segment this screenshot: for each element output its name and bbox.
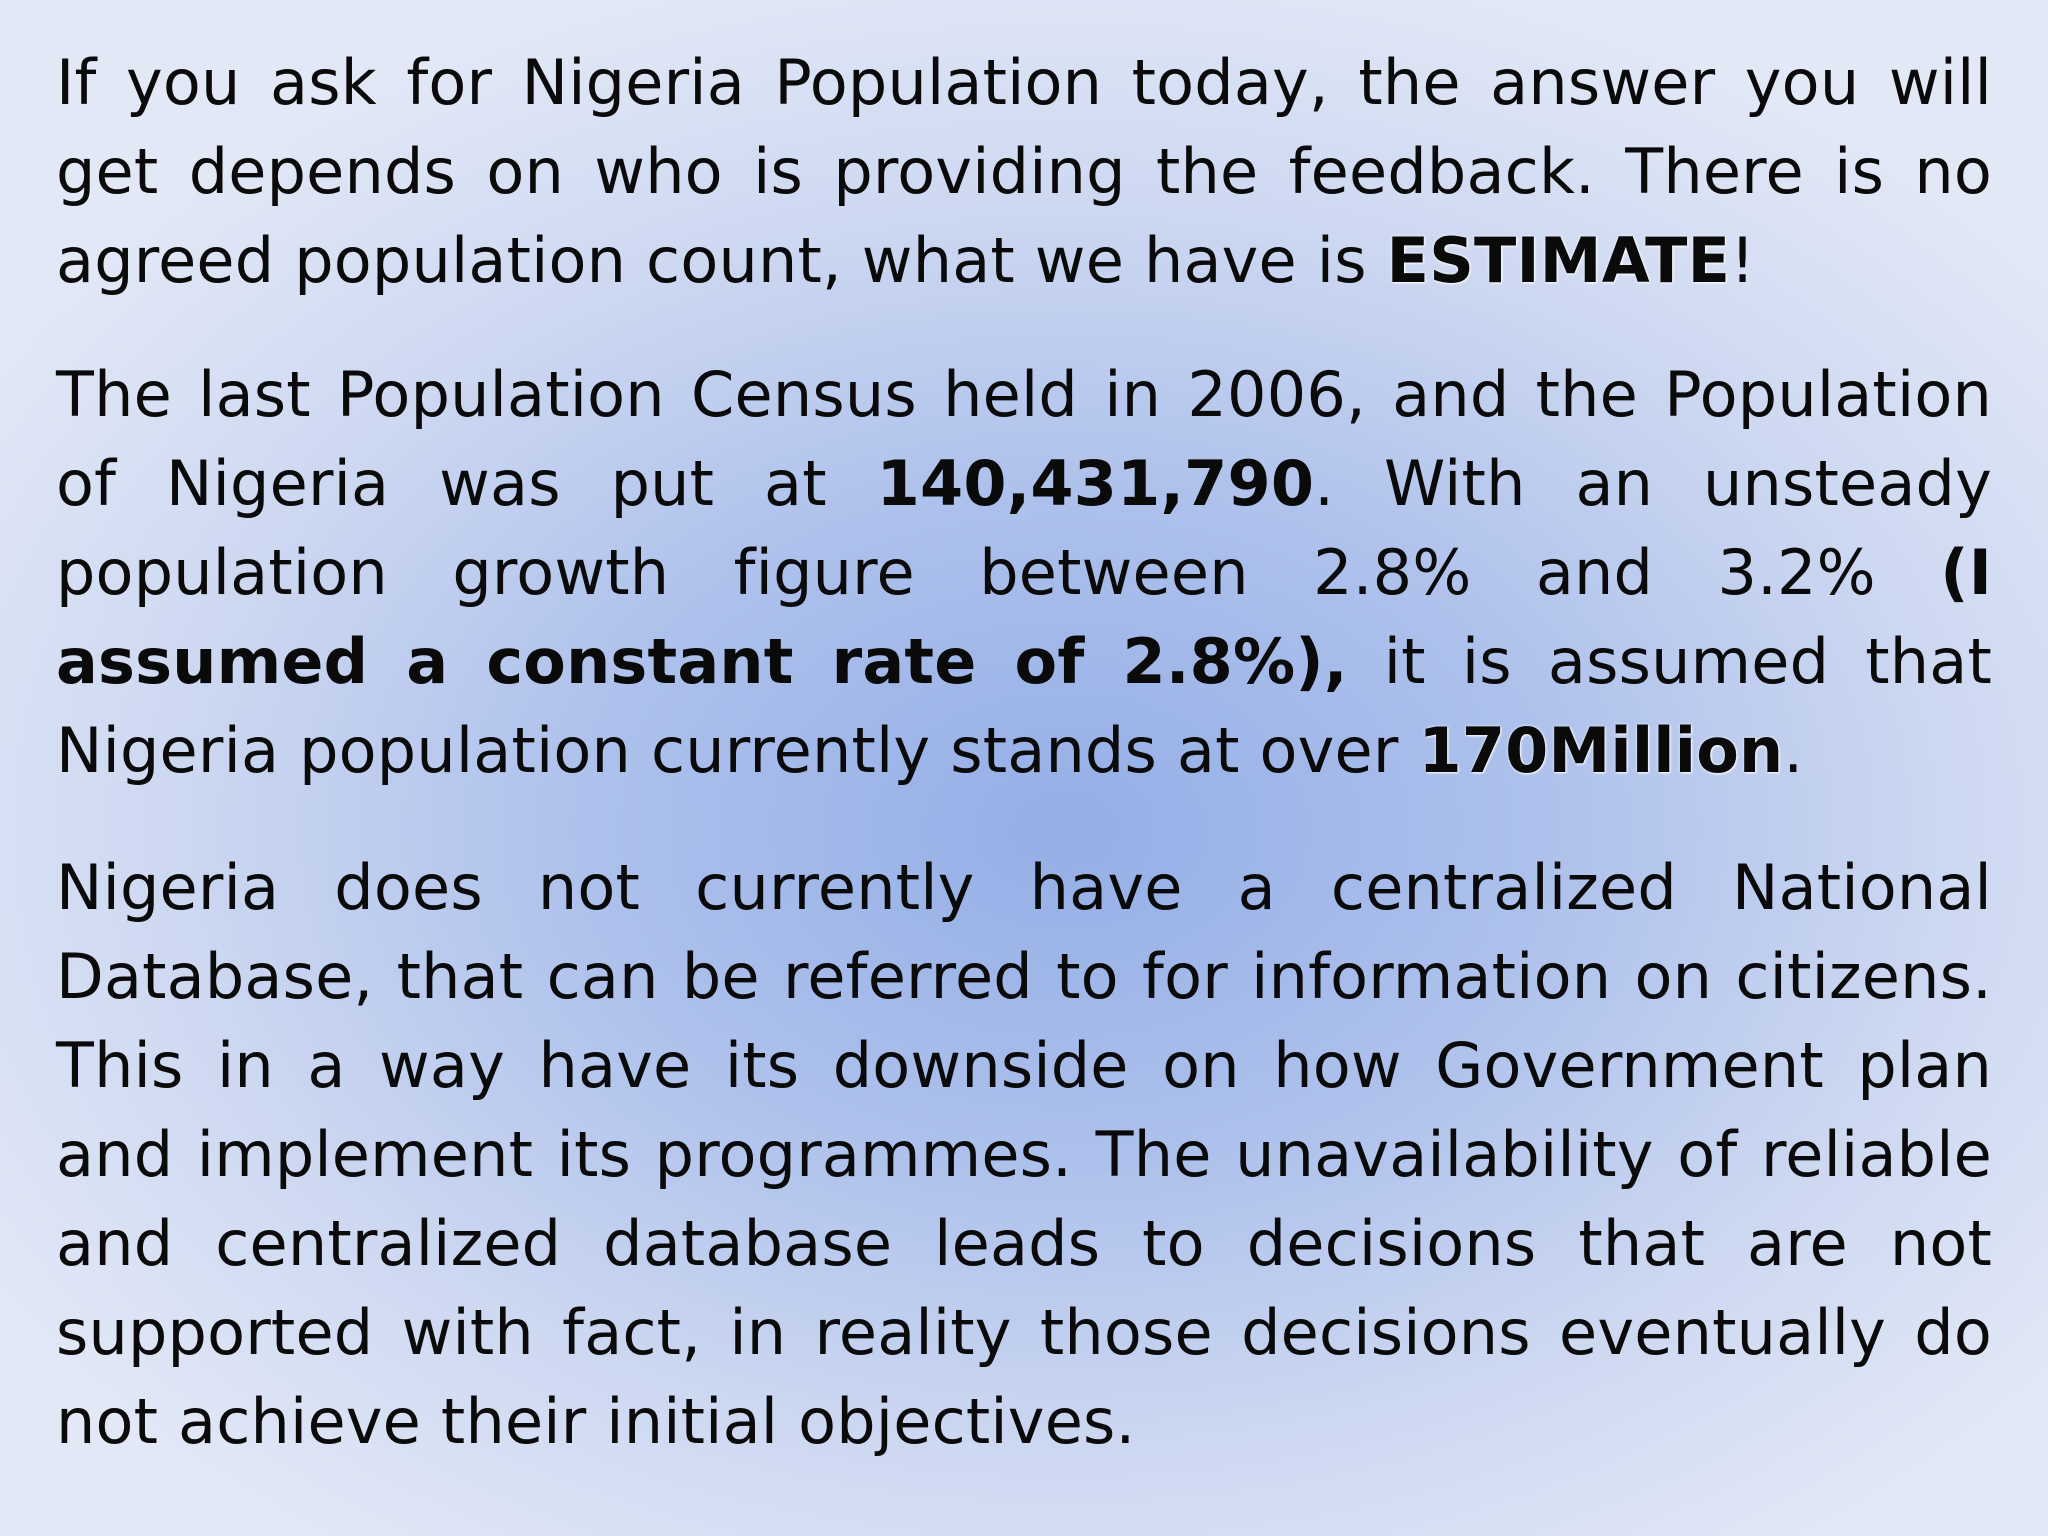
- census-text-3: it is assumed that Nigeria population currently stands at over: [56, 625, 1992, 787]
- database-text: Nigeria does not currently have a centralized National Database, that can be referred to for information on citizens. This in a way have its downside on how Government plan and implement its programmes. The unavailability of reliable and centralized database leads to decisions that are not supported with fact, in reality those decisions eventually do not achieve their initial objectives.: [56, 851, 1992, 1458]
- census-population-figure: 140,431,790: [876, 447, 1315, 520]
- paragraph-database: [56, 843, 1992, 1466]
- intro-exclamation: !: [1730, 224, 1756, 297]
- census-text-4: .: [1783, 714, 1804, 787]
- current-population-estimate: 170Million: [1418, 714, 1784, 787]
- census-text-1: The last Population Census held in 2006, and the Population of Nigeria was put at: [56, 358, 1992, 520]
- paragraph-census: [56, 350, 1992, 795]
- slide-body: [56, 38, 1992, 1466]
- paragraph-intro: [56, 38, 1992, 305]
- estimate-emphasis: ESTIMATE: [1386, 224, 1731, 297]
- growth-rate-assumption: (I assumed a constant rate of 2.8%),: [56, 536, 1992, 698]
- census-text-2: . With an unsteady population growth figure between 2.8% and 3.2%: [56, 447, 1992, 609]
- intro-text: If you ask for Nigeria Population today, the answer you will get depends on who is providing the feedback. There is no agreed population count, what we have is: [56, 46, 1992, 297]
